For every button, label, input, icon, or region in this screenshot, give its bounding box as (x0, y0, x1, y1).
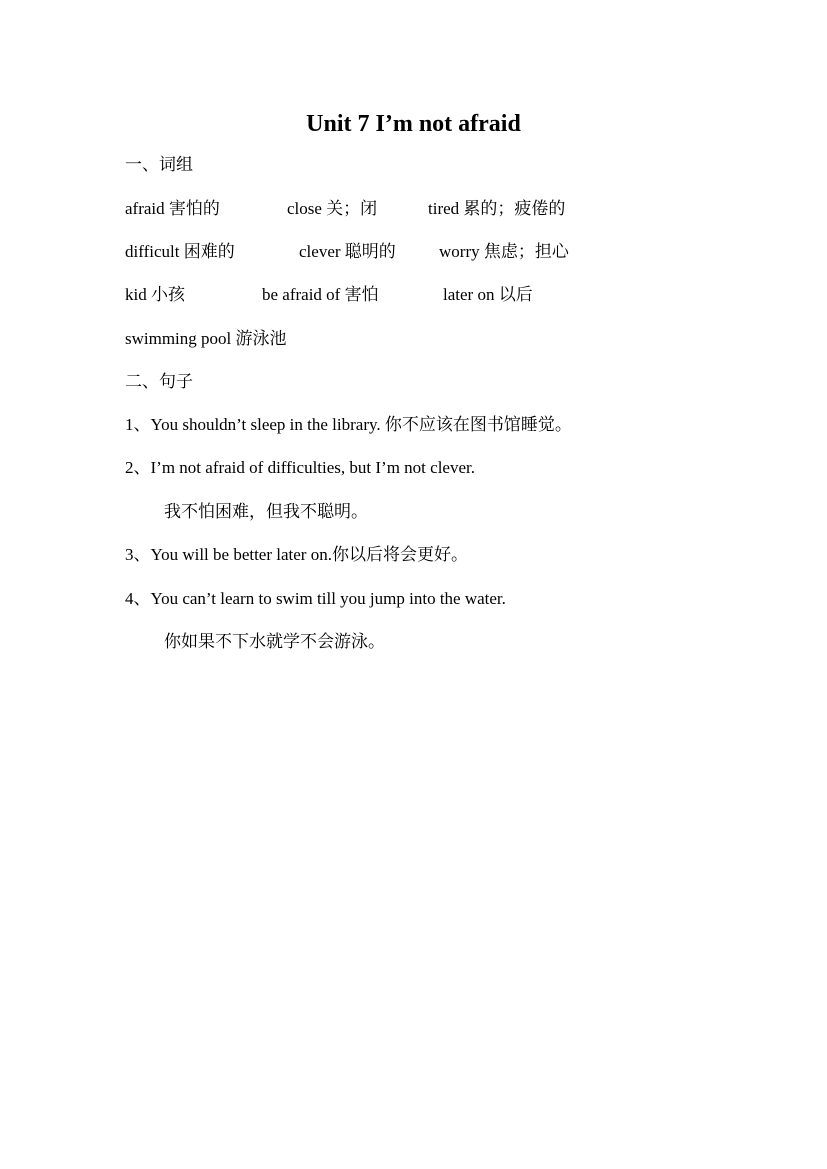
phrase-item: later on 以后 (443, 285, 533, 304)
phrase-item: close 关；闭 (287, 199, 378, 218)
sentence-item: 4、You can’t learn to swim till you jump into the water. (125, 589, 506, 608)
sentence-item: 1、You shouldn’t sleep in the library. 你不应该在图书馆睡觉。 (125, 415, 572, 434)
section-heading-sentences: 二、句子 (125, 372, 193, 391)
sentence-translation: 你如果不下水就学不会游泳。 (164, 632, 385, 651)
phrase-item: be afraid of 害怕 (262, 285, 379, 304)
phrase-item: clever 聪明的 (299, 242, 396, 261)
phrase-item: afraid 害怕的 (125, 199, 220, 218)
phrase-item: kid 小孩 (125, 285, 185, 304)
phrase-item: swimming pool 游泳池 (125, 329, 287, 348)
phrase-item: difficult 困难的 (125, 242, 235, 261)
phrase-row (125, 283, 725, 307)
section-heading-phrases: 一、词组 (125, 155, 193, 174)
sentence-translation: 我不怕困难，但我不聪明。 (164, 502, 368, 521)
phrase-row (125, 327, 725, 351)
sentence-item: 2、I’m not afraid of difficulties, but I’m not clever. (125, 458, 475, 477)
phrase-row (125, 240, 725, 264)
phrase-item: worry 焦虑；担心 (439, 242, 569, 261)
phrase-row (125, 197, 725, 221)
sentence-item: 3、You will be better later on.你以后将会更好。 (125, 545, 468, 564)
page-title: Unit 7 I’m not afraid (306, 111, 521, 137)
phrase-item: tired 累的；疲倦的 (428, 199, 566, 218)
